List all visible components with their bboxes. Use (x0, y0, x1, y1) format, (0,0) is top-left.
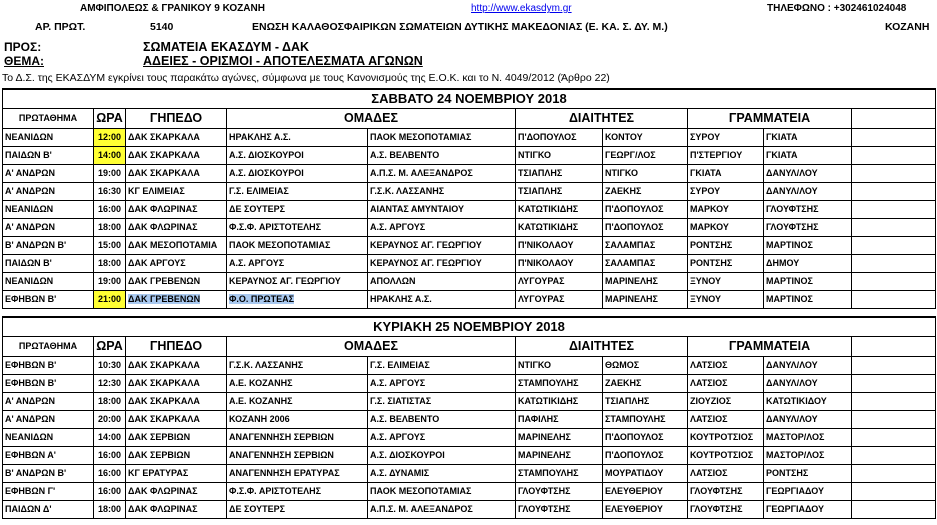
secretary-2-cell[interactable]: ΚΑΤΩΤΙΚΙΔΟΥ (764, 393, 852, 411)
venue-cell[interactable]: ΔΑΚ ΣΕΡΒΙΩΝ (126, 429, 227, 447)
subject-value: ΑΔΕΙΕΣ - ΟΡΙΣΜΟΙ - ΑΠΟΤΕΛΕΣΜΑΤΑ ΑΓΩΝΩΝ (143, 54, 423, 68)
time-cell[interactable]: 16:00 (94, 447, 126, 465)
referee-2-cell[interactable]: ΝΤΙΓΚΟ (603, 165, 688, 183)
championship-cell[interactable]: Α' ΑΝΔΡΩΝ (3, 411, 94, 429)
secretary-1-cell[interactable]: ΞΥΝΟΥ (688, 273, 764, 291)
championship-cell[interactable]: ΕΦΗΒΩΝ Β' (3, 291, 94, 309)
venue-cell[interactable]: ΔΑΚ ΣΚΑΡΚΑΛΑ (126, 357, 227, 375)
table-row (3, 273, 936, 291)
referee-1-cell[interactable]: Π'ΝΙΚΟΛΑΟΥ (516, 255, 603, 273)
time-cell[interactable]: 14:00 (94, 429, 126, 447)
table-row (3, 465, 936, 483)
home-team-cell[interactable]: Α.Σ. ΔΙΟΣΚΟΥΡΟΙ (227, 147, 368, 165)
secretary-2-cell[interactable]: ΔΗΜΟΥ (764, 255, 852, 273)
venue-cell[interactable]: ΔΑΚ ΣΚΑΡΚΑΛΑ (126, 129, 227, 147)
championship-cell[interactable]: ΝΕΑΝΙΔΩΝ (3, 273, 94, 291)
time-cell[interactable]: 19:00 (94, 273, 126, 291)
time-cell[interactable]: 18:00 (94, 393, 126, 411)
referee-1-cell[interactable]: ΠΑΦΙΛΗΣ (516, 411, 603, 429)
empty-cell (852, 219, 936, 237)
empty-cell (852, 165, 936, 183)
championship-cell[interactable]: ΝΕΑΝΙΔΩΝ (3, 429, 94, 447)
home-team-cell[interactable]: Φ.Σ.Φ. ΑΡΙΣΤΟΤΕΛΗΣ (227, 483, 368, 501)
empty-cell (852, 183, 936, 201)
away-team-cell[interactable]: Α.Σ. ΒΕΛΒΕΝΤΟ (368, 147, 516, 165)
home-team-cell[interactable]: Α.Ε. ΚΟΖΑΝΗΣ (227, 375, 368, 393)
time-cell[interactable]: 18:00 (94, 219, 126, 237)
referee-2-cell[interactable]: ΜΟΥΡΑΤΙΔΟΥ (603, 465, 688, 483)
empty-cell (852, 291, 936, 309)
home-team-cell[interactable]: Α.Ε. ΚΟΖΑΝΗΣ (227, 393, 368, 411)
secretary-2-cell[interactable]: ΜΑΣΤΟΡ/ΛΟΣ (764, 429, 852, 447)
away-team-cell[interactable]: ΚΕΡΑΥΝΟΣ ΑΓ. ΓΕΩΡΓΙΟΥ (368, 255, 516, 273)
city: ΚΟΖΑΝΗ (885, 21, 930, 33)
home-team-cell[interactable]: ΑΝΑΓΕΝΝΗΣΗ ΕΡΑΤΥΡΑΣ (227, 465, 368, 483)
table-row (3, 411, 936, 429)
championship-cell[interactable]: ΝΕΑΝΙΔΩΝ (3, 129, 94, 147)
time-cell[interactable]: 12:00 (94, 129, 126, 147)
secretary-1-cell[interactable]: ΜΑΡΚΟΥ (688, 201, 764, 219)
away-team-cell[interactable]: Α.Π.Σ. Μ. ΑΛΕΞΑΝΔΡΟΣ (368, 165, 516, 183)
away-team-cell[interactable]: Γ.Σ.Κ. ΛΑΣΣΑΝΗΣ (368, 183, 516, 201)
referee-2-cell[interactable]: ΘΩΜΟΣ (603, 357, 688, 375)
secretary-1-cell[interactable]: ΜΑΡΚΟΥ (688, 219, 764, 237)
referee-2-cell[interactable]: ΜΑΡΙΝΕΛΗΣ (603, 291, 688, 309)
referee-2-cell[interactable]: ΓΕΩΡΓ/ΛΟΣ (603, 147, 688, 165)
empty-cell (852, 129, 936, 147)
referee-2-cell[interactable]: ΜΑΡΙΝΕΛΗΣ (603, 273, 688, 291)
protocol-label: ΑΡ. ΠΡΩΤ. (35, 21, 86, 33)
referee-1-cell[interactable]: ΣΤΑΜΠΟΥΛΗΣ (516, 375, 603, 393)
empty-cell (852, 201, 936, 219)
empty-cell (852, 429, 936, 447)
table-row (3, 357, 936, 375)
championship-cell[interactable]: ΕΦΗΒΩΝ Β' (3, 375, 94, 393)
empty-cell (852, 447, 936, 465)
home-team-cell[interactable]: ΗΡΑΚΛΗΣ Α.Σ. (227, 129, 368, 147)
referee-2-cell[interactable]: Π'ΔΟΠΟΥΛΟΣ (603, 429, 688, 447)
venue-cell[interactable]: ΔΑΚ ΣΚΑΡΚΑΛΑ (126, 411, 227, 429)
home-team-cell[interactable] (227, 291, 368, 309)
venue-cell[interactable]: ΔΑΚ ΓΡΕΒΕΝΩΝ (126, 273, 227, 291)
table-row (3, 165, 936, 183)
col-secretariat: ΓΡΑΜΜΑΤΕΙΑ (688, 109, 852, 129)
col-teams: ΟΜΑΔΕΣ (227, 109, 516, 129)
time-cell[interactable]: 16:00 (94, 483, 126, 501)
protocol-number: 5140 (150, 21, 174, 33)
table-row (3, 501, 936, 519)
subject-label: ΘΕΜΑ: (4, 54, 44, 68)
table-row (3, 483, 936, 501)
empty-cell (852, 109, 936, 129)
time-cell[interactable]: 12:30 (94, 375, 126, 393)
home-team-cell[interactable]: Φ.Σ.Φ. ΑΡΙΣΤΟΤΕΛΗΣ (227, 219, 368, 237)
secretary-2-cell[interactable]: ΓΚΙΑΤΑ (764, 129, 852, 147)
approval-note: Το Δ.Σ. της ΕΚΑΣΔΥΜ εγκρίνει τους παρακάτω αγώνες, σύμφωνα με τους Κανονισμούς της Ε.Ο.Κ. και το Ν. 4049/2012 (Άρθρο 22) (2, 72, 610, 84)
empty-cell (852, 375, 936, 393)
referee-2-cell[interactable]: ΕΛΕΥΘΕΡΙΟΥ (603, 483, 688, 501)
empty-cell (852, 147, 936, 165)
secretary-1-cell[interactable]: ΓΛΟΥΦΤΣΗΣ (688, 501, 764, 519)
empty-cell (852, 393, 936, 411)
time-cell[interactable]: 18:00 (94, 501, 126, 519)
referee-2-cell[interactable]: ΕΛΕΥΘΕΡΙΟΥ (603, 501, 688, 519)
secretary-2-cell[interactable]: ΓΛΟΥΦΤΣΗΣ (764, 201, 852, 219)
saturday-schedule-table (2, 88, 936, 309)
secretary-2-cell[interactable]: ΔΑΝΥΛ/ΛΟΥ (764, 357, 852, 375)
referee-2-cell[interactable]: ΣΑΛΑΜΠΑΣ (603, 255, 688, 273)
secretary-2-cell[interactable]: ΔΑΝΥΛ/ΛΟΥ (764, 375, 852, 393)
secretary-1-cell[interactable]: ΓΛΟΥΦΤΣΗΣ (688, 483, 764, 501)
venue-cell[interactable]: ΔΑΚ ΑΡΓΟΥΣ (126, 255, 227, 273)
secretary-2-cell[interactable]: ΔΑΝΥΛ/ΛΟΥ (764, 165, 852, 183)
time-cell[interactable]: 16:30 (94, 183, 126, 201)
home-team-cell[interactable]: Α.Σ. ΔΙΟΣΚΟΥΡΟΙ (227, 165, 368, 183)
secretary-2-cell[interactable]: ΜΑΣΤΟΡ/ΛΟΣ (764, 447, 852, 465)
championship-cell[interactable]: ΝΕΑΝΙΔΩΝ (3, 201, 94, 219)
referee-1-cell[interactable]: Π'ΔΟΠΟΥΛΟΣ (516, 129, 603, 147)
away-team-cell[interactable]: Α.Π.Σ. Μ. ΑΛΕΞΑΝΔΡΟΣ (368, 501, 516, 519)
referee-1-cell[interactable]: ΜΑΡΙΝΕΛΗΣ (516, 429, 603, 447)
championship-cell[interactable]: Α' ΑΝΔΡΩΝ (3, 393, 94, 411)
empty-cell (852, 255, 936, 273)
referee-1-cell[interactable]: ΜΑΡΙΝΕΛΗΣ (516, 447, 603, 465)
phone: ΤΗΛΕΦΩΝΟ : +302461024048 (767, 3, 907, 14)
venue-cell[interactable]: ΔΑΚ ΣΚΑΡΚΑΛΑ (126, 393, 227, 411)
away-team-cell[interactable]: ΚΕΡΑΥΝΟΣ ΑΓ. ΓΕΩΡΓΙΟΥ (368, 237, 516, 255)
time-cell[interactable]: 15:00 (94, 237, 126, 255)
sunday-title: ΚΥΡΙΑΚΗ 25 ΝΟΕΜΒΡΙΟΥ 2018 (3, 317, 936, 337)
referee-2-cell[interactable]: Π'ΔΟΠΟΥΛΟΣ (603, 447, 688, 465)
sunday-schedule-table (2, 316, 936, 519)
venue-cell[interactable]: ΔΑΚ ΣΚΑΡΚΑΛΑ (126, 165, 227, 183)
referee-1-cell[interactable]: ΛΥΓΟΥΡΑΣ (516, 291, 603, 309)
saturday-header-row (3, 109, 936, 129)
secretary-1-cell[interactable]: ΡΟΝΤΣΗΣ (688, 255, 764, 273)
col-championship: ΠΡΩΤΑΘΗΜΑ (3, 109, 94, 129)
venue-cell[interactable]: ΔΑΚ ΣΚΑΡΚΑΛΑ (126, 375, 227, 393)
venue-cell[interactable]: ΔΑΚ ΦΛΩΡΙΝΑΣ (126, 501, 227, 519)
table-row (3, 291, 936, 309)
col-referees: ΔΙΑΙΤΗΤΕΣ (516, 109, 688, 129)
empty-cell (852, 273, 936, 291)
referee-2-cell[interactable]: ΖΑΕΚΗΣ (603, 183, 688, 201)
table-row (3, 255, 936, 273)
time-cell[interactable]: 19:00 (94, 165, 126, 183)
time-cell[interactable]: 16:00 (94, 465, 126, 483)
venue-cell[interactable]: ΔΑΚ ΦΛΩΡΙΝΑΣ (126, 201, 227, 219)
championship-cell[interactable]: ΕΦΗΒΩΝ Γ' (3, 483, 94, 501)
secretary-1-cell[interactable]: ΚΟΥΤΡΟΤΣΙΟΣ (688, 429, 764, 447)
table-row (3, 183, 936, 201)
secretary-2-cell[interactable]: ΓΛΟΥΦΤΣΗΣ (764, 219, 852, 237)
home-team-cell[interactable]: ΚΟΖΑΝΗ 2006 (227, 411, 368, 429)
venue-cell[interactable]: ΔΑΚ ΜΕΣΟΠΟΤΑΜΙΑ (126, 237, 227, 255)
secretary-2-cell[interactable]: ΜΑΡΤΙΝΟΣ (764, 291, 852, 309)
referee-2-cell[interactable]: ΚΟΝΤΟΥ (603, 129, 688, 147)
venue-cell[interactable]: ΚΓ ΕΛΙΜΕΙΑΣ (126, 183, 227, 201)
table-row (3, 447, 936, 465)
referee-1-cell[interactable]: ΣΤΑΜΠΟΥΛΗΣ (516, 465, 603, 483)
secretary-2-cell[interactable]: ΔΑΝΥΛ/ΛΟΥ (764, 183, 852, 201)
secretary-1-cell[interactable]: Π'ΣΤΕΡΓΙΟΥ (688, 147, 764, 165)
secretary-2-cell[interactable]: ΡΟΝΤΣΗΣ (764, 465, 852, 483)
empty-cell (852, 483, 936, 501)
time-cell[interactable]: 20:00 (94, 411, 126, 429)
venue-cell[interactable]: ΔΑΚ ΦΛΩΡΙΝΑΣ (126, 219, 227, 237)
away-team-cell[interactable]: Γ.Σ. ΣΙΑΤΙΣΤΑΣ (368, 393, 516, 411)
table-row (3, 375, 936, 393)
championship-cell[interactable]: Α' ΑΝΔΡΩΝ (3, 219, 94, 237)
referee-1-cell[interactable]: ΝΤΙΓΚΟ (516, 147, 603, 165)
address: ΑΜΦΙΠΟΛΕΩΣ & ΓΡΑΝΙΚΟΥ 9 ΚΟΖΑΝΗ (80, 3, 265, 14)
referee-1-cell[interactable]: Π'ΝΙΚΟΛΑΟΥ (516, 237, 603, 255)
secretary-1-cell[interactable]: ΡΟΝΤΣΗΣ (688, 237, 764, 255)
referee-1-cell[interactable]: ΚΑΤΩΤΙΚΙΔΗΣ (516, 393, 603, 411)
secretary-2-cell[interactable]: ΜΑΡΤΙΝΟΣ (764, 237, 852, 255)
referee-2-cell[interactable]: ΣΑΛΑΜΠΑΣ (603, 237, 688, 255)
referee-1-cell[interactable]: ΤΣΙΑΠΛΗΣ (516, 165, 603, 183)
secretary-1-cell[interactable]: ΛΑΤΣΙΟΣ (688, 357, 764, 375)
championship-cell[interactable]: ΠΑΙΔΩΝ Β' (3, 147, 94, 165)
secretary-1-cell[interactable]: ΛΑΤΣΙΟΣ (688, 411, 764, 429)
time-cell[interactable]: 10:30 (94, 357, 126, 375)
away-team-cell[interactable]: ΑΙΑΝΤΑΣ ΑΜΥΝΤΑΙΟΥ (368, 201, 516, 219)
col-teams: ΟΜΑΔΕΣ (227, 337, 516, 357)
venue-cell[interactable] (126, 291, 227, 309)
referee-1-cell[interactable]: ΚΑΤΩΤΙΚΙΔΗΣ (516, 201, 603, 219)
referee-2-cell[interactable]: Π'ΔΟΠΟΥΛΟΣ (603, 201, 688, 219)
col-time: ΩΡΑ (94, 109, 126, 129)
referee-2-cell[interactable]: Π'ΔΟΠΟΥΛΟΣ (603, 219, 688, 237)
venue-cell[interactable]: ΔΑΚ ΣΚΑΡΚΑΛΑ (126, 147, 227, 165)
secretary-1-cell[interactable]: ΖΙΟΥΖΙΟΣ (688, 393, 764, 411)
referee-2-cell[interactable]: ΣΤΑΜΠΟΥΛΗΣ (603, 411, 688, 429)
championship-cell[interactable]: ΕΦΗΒΩΝ Α' (3, 447, 94, 465)
empty-cell (852, 501, 936, 519)
time-cell[interactable]: 21:00 (94, 291, 126, 309)
table-row (3, 219, 936, 237)
championship-cell[interactable]: Β' ΑΝΔΡΩΝ Β' (3, 237, 94, 255)
away-team-cell[interactable]: Α.Σ. ΑΡΓΟΥΣ (368, 429, 516, 447)
away-team-cell[interactable]: Α.Σ. ΒΕΛΒΕΝΤΟ (368, 411, 516, 429)
referee-1-cell[interactable]: ΝΤΙΓΚΟ (516, 357, 603, 375)
away-team-cell[interactable]: ΠΑΟΚ ΜΕΣΟΠΟΤΑΜΙΑΣ (368, 129, 516, 147)
col-venue: ΓΗΠΕΔΟ (126, 109, 227, 129)
secretary-1-cell[interactable]: ΣΥΡΟΥ (688, 183, 764, 201)
championship-cell[interactable]: Α' ΑΝΔΡΩΝ (3, 165, 94, 183)
time-cell[interactable]: 16:00 (94, 201, 126, 219)
venue-cell[interactable]: ΔΑΚ ΦΛΩΡΙΝΑΣ (126, 483, 227, 501)
saturday-title: ΣΑΒΒΑΤΟ 24 ΝΟΕΜΒΡΙΟΥ 2018 (3, 89, 936, 109)
col-venue: ΓΗΠΕΔΟ (126, 337, 227, 357)
empty-cell (852, 357, 936, 375)
empty-cell (852, 337, 936, 357)
sunday-header-row (3, 337, 936, 357)
referee-2-cell[interactable]: ΤΣΙΑΠΛΗΣ (603, 393, 688, 411)
table-row (3, 429, 936, 447)
referee-1-cell[interactable]: ΓΛΟΥΦΤΣΗΣ (516, 501, 603, 519)
to-label: ΠΡΟΣ: (4, 40, 42, 54)
home-team-cell[interactable]: ΔΕ ΣΟΥΤΕΡΣ (227, 201, 368, 219)
home-team-cell[interactable]: ΔΕ ΣΟΥΤΕΡΣ (227, 501, 368, 519)
table-row (3, 129, 936, 147)
home-team-cell[interactable]: Γ.Σ.Κ. ΛΑΣΣΑΝΗΣ (227, 357, 368, 375)
empty-cell (852, 465, 936, 483)
selected-text: ΔΑΚ ΓΡΕΒΕΝΩΝ (128, 294, 201, 304)
secretary-1-cell[interactable]: ΓΚΙΑΤΑ (688, 165, 764, 183)
time-cell[interactable]: 18:00 (94, 255, 126, 273)
to-value: ΣΩΜΑΤΕΙΑ ΕΚΑΣΔΥΜ - ΔΑΚ (143, 40, 310, 54)
secretary-2-cell[interactable]: ΓΚΙΑΤΑ (764, 147, 852, 165)
table-row (3, 201, 936, 219)
championship-cell[interactable]: ΠΑΙΔΩΝ Β' (3, 255, 94, 273)
secretary-2-cell[interactable]: ΓΕΩΡΓΙΑΔΟΥ (764, 501, 852, 519)
table-row (3, 237, 936, 255)
referee-1-cell[interactable]: ΛΥΓΟΥΡΑΣ (516, 273, 603, 291)
away-team-cell[interactable]: ΠΑΟΚ ΜΕΣΟΠΟΤΑΜΙΑΣ (368, 483, 516, 501)
away-team-cell[interactable]: ΗΡΑΚΛΗΣ Α.Σ. (368, 291, 516, 309)
away-team-cell[interactable]: Α.Σ. ΔΥΝΑΜΙΣ (368, 465, 516, 483)
championship-cell[interactable]: Α' ΑΝΔΡΩΝ (3, 183, 94, 201)
referee-1-cell[interactable]: ΤΣΙΑΠΛΗΣ (516, 183, 603, 201)
away-team-cell[interactable]: Α.Σ. ΑΡΓΟΥΣ (368, 219, 516, 237)
home-team-cell[interactable]: Α.Σ. ΑΡΓΟΥΣ (227, 255, 368, 273)
away-team-cell[interactable]: Α.Σ. ΔΙΟΣΚΟΥΡΟΙ (368, 447, 516, 465)
empty-cell (852, 411, 936, 429)
away-team-cell[interactable]: Α.Σ. ΑΡΓΟΥΣ (368, 375, 516, 393)
championship-cell[interactable]: ΠΑΙΔΩΝ Δ' (3, 501, 94, 519)
secretary-1-cell[interactable]: ΚΟΥΤΡΟΤΣΙΟΣ (688, 447, 764, 465)
away-team-cell[interactable]: ΑΠΟΛΛΩΝ (368, 273, 516, 291)
secretary-1-cell[interactable]: ΣΥΡΟΥ (688, 129, 764, 147)
time-cell[interactable]: 14:00 (94, 147, 126, 165)
home-team-cell[interactable]: ΚΕΡΑΥΝΟΣ ΑΓ. ΓΕΩΡΓΙΟΥ (227, 273, 368, 291)
secretary-2-cell[interactable]: ΔΑΝΥΛ/ΛΟΥ (764, 411, 852, 429)
table-row (3, 147, 936, 165)
referee-1-cell[interactable]: ΓΛΟΥΦΤΣΗΣ (516, 483, 603, 501)
referee-2-cell[interactable]: ΖΑΕΚΗΣ (603, 375, 688, 393)
website-link[interactable]: http://www.ekasdym.gr (471, 3, 572, 14)
selected-text: Φ.Ο. ΠΡΩΤΕΑΣ (229, 294, 295, 304)
secretary-1-cell[interactable]: ΞΥΝΟΥ (688, 291, 764, 309)
secretary-2-cell[interactable]: ΜΑΡΤΙΝΟΣ (764, 273, 852, 291)
home-team-cell[interactable]: Γ.Σ. ΕΛΙΜΕΙΑΣ (227, 183, 368, 201)
col-championship: ΠΡΩΤΑΘΗΜΑ (3, 337, 94, 357)
empty-cell (852, 237, 936, 255)
home-team-cell[interactable]: ΑΝΑΓΕΝΝΗΣΗ ΣΕΡΒΙΩΝ (227, 447, 368, 465)
home-team-cell[interactable]: ΠΑΟΚ ΜΕΣΟΠΟΤΑΜΙΑΣ (227, 237, 368, 255)
table-row (3, 393, 936, 411)
venue-cell[interactable]: ΔΑΚ ΣΕΡΒΙΩΝ (126, 447, 227, 465)
secretary-2-cell[interactable]: ΓΕΩΡΓΙΑΔΟΥ (764, 483, 852, 501)
away-team-cell[interactable]: Γ.Σ. ΕΛΙΜΕΙΑΣ (368, 357, 516, 375)
home-team-cell[interactable]: ΑΝΑΓΕΝΝΗΣΗ ΣΕΡΒΙΩΝ (227, 429, 368, 447)
referee-1-cell[interactable]: ΚΑΤΩΤΙΚΙΔΗΣ (516, 219, 603, 237)
col-secretariat: ΓΡΑΜΜΑΤΕΙΑ (688, 337, 852, 357)
secretary-1-cell[interactable]: ΛΑΤΣΙΟΣ (688, 465, 764, 483)
union-name: ΕΝΩΣΗ ΚΑΛΑΘΟΣΦΑΙΡΙΚΩΝ ΣΩΜΑΤΕΙΩΝ ΔΥΤΙΚΗΣ ΜΑΚΕΔΟΝΙΑΣ (Ε. ΚΑ. Σ. ΔΥ. Μ.) (252, 21, 668, 33)
championship-cell[interactable]: Β' ΑΝΔΡΩΝ Β' (3, 465, 94, 483)
col-referees: ΔΙΑΙΤΗΤΕΣ (516, 337, 688, 357)
venue-cell[interactable]: ΚΓ ΕΡΑΤΥΡΑΣ (126, 465, 227, 483)
championship-cell[interactable]: ΕΦΗΒΩΝ Β' (3, 357, 94, 375)
col-time: ΩΡΑ (94, 337, 126, 357)
secretary-1-cell[interactable]: ΛΑΤΣΙΟΣ (688, 375, 764, 393)
